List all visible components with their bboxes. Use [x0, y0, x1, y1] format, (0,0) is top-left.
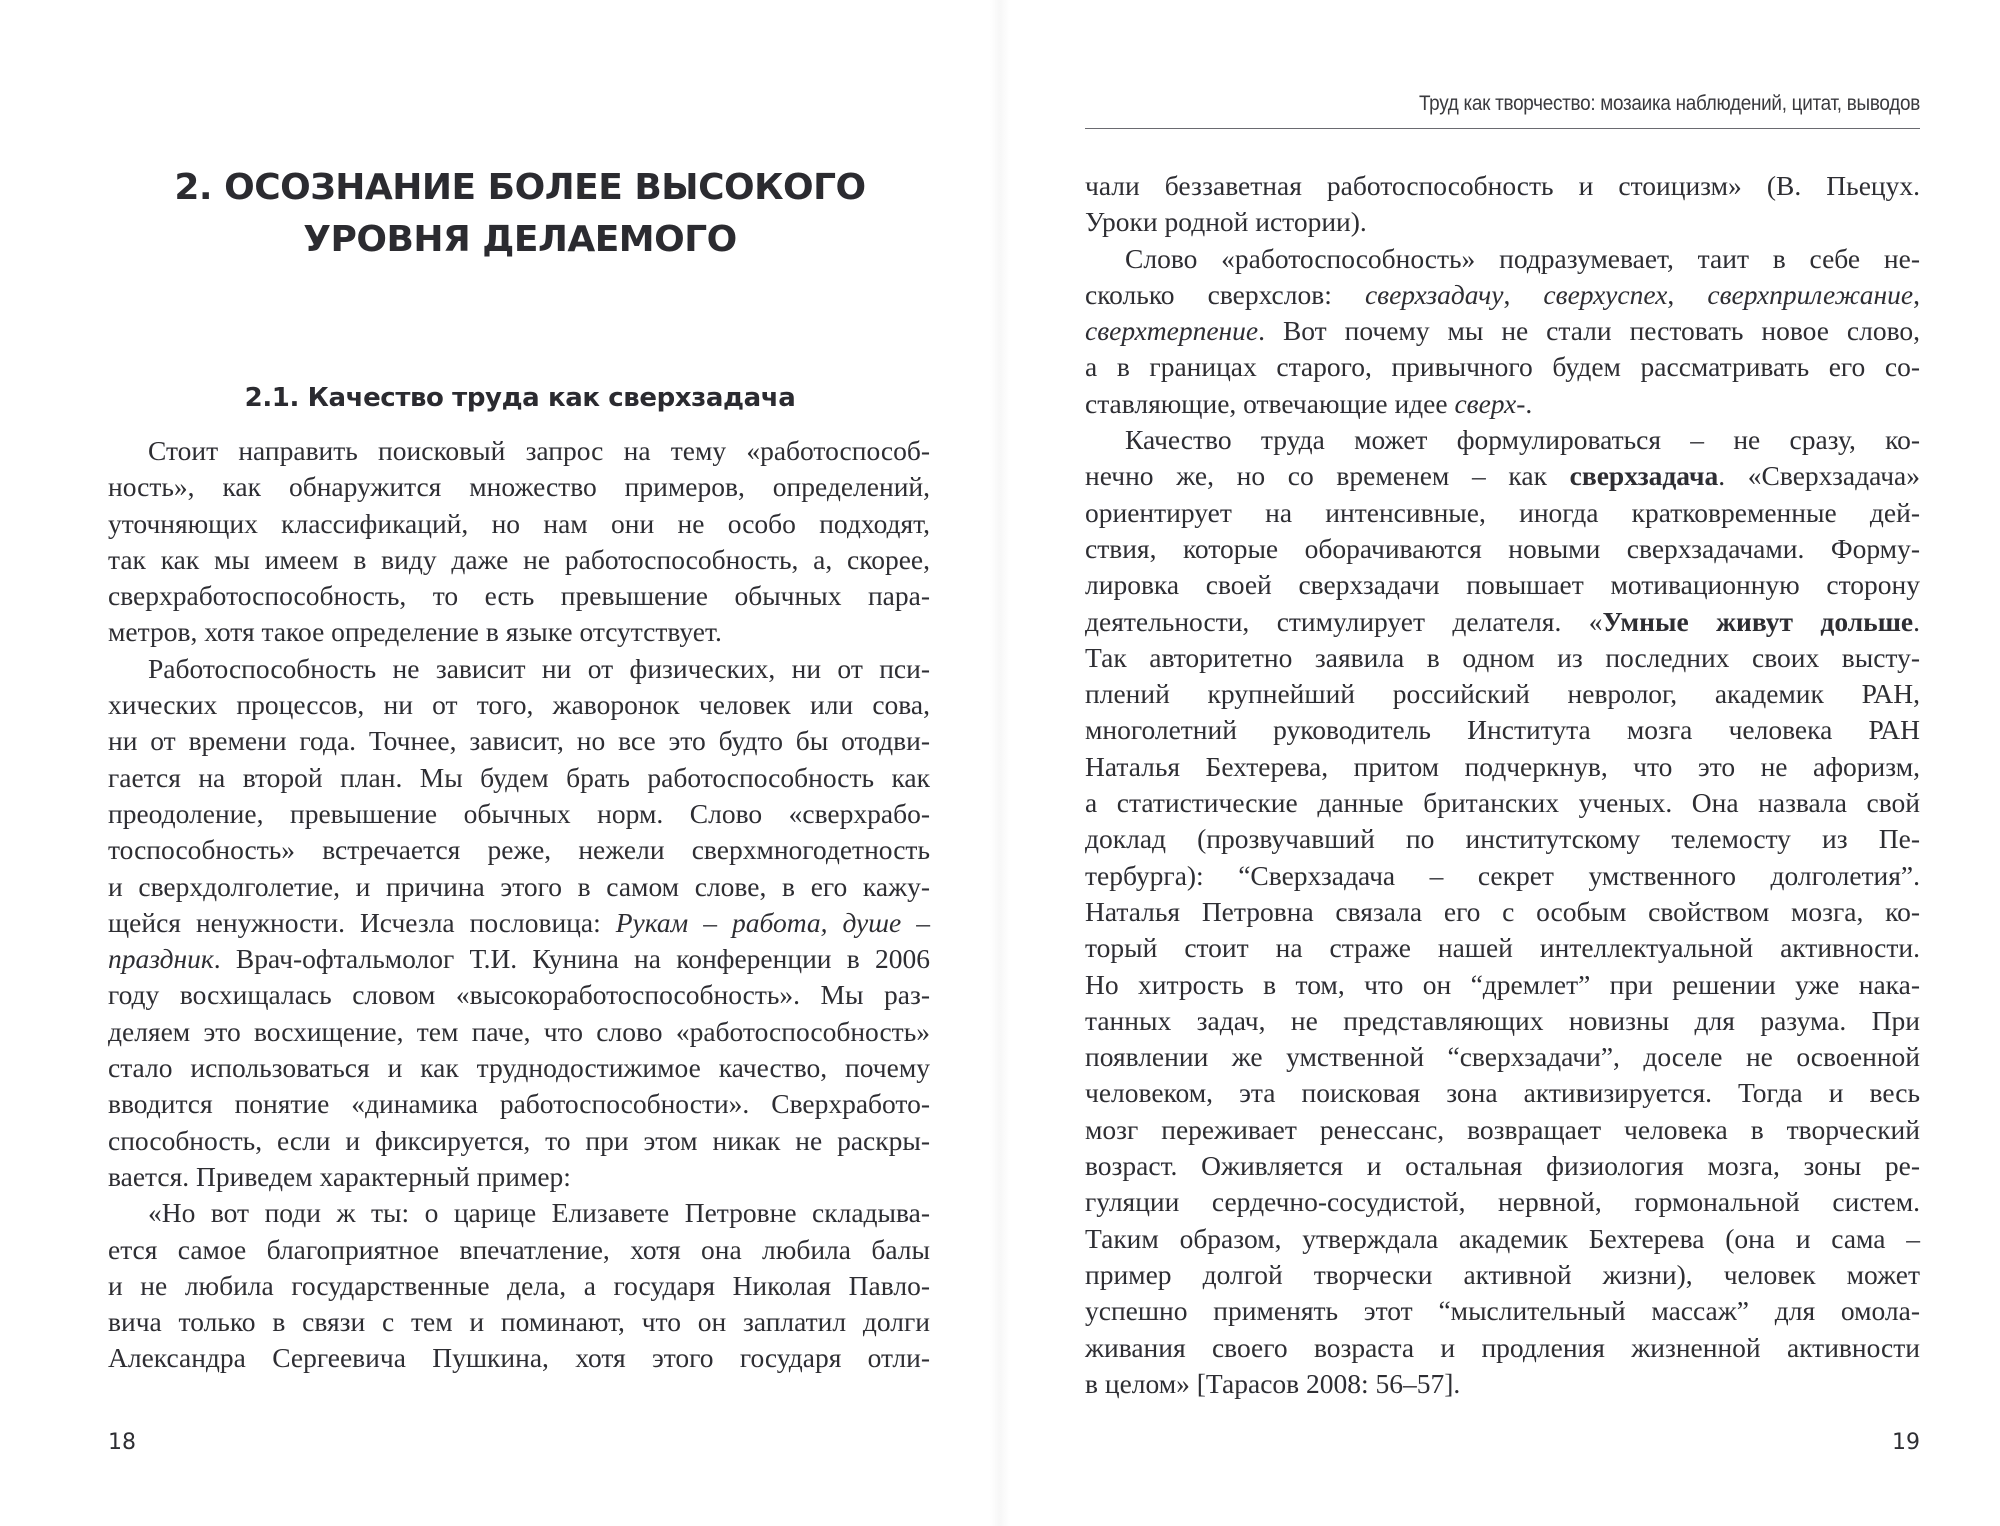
text-segment: , [1503, 278, 1544, 310]
text-segment: а статистические данные британских ученых. Она назвала свой [1085, 787, 1920, 819]
text-line [1085, 967, 1920, 1003]
text-segment: ориентирует на интенсивные, иногда кратковременные дей- [1085, 496, 1920, 528]
text-segment: Качество труда может формулироваться – не сразу, ко- [1125, 424, 1920, 456]
text-segment: в целом» [Тарасов 2008: 56–57]. [1085, 1367, 1461, 1399]
text-segment: сколько сверхслов: [1085, 278, 1365, 310]
text-segment: преодоление, превышение обычных норм. Слово «сверхрабо- [108, 797, 930, 829]
page-number: 19 [1892, 1430, 1920, 1455]
text-segment: тоспособность» встречается реже, нежели сверхмногодетность [108, 834, 930, 866]
text-segment: , [1913, 278, 1921, 310]
text-line [1085, 1330, 1920, 1366]
text-line [1085, 567, 1920, 603]
text-line [108, 614, 930, 650]
chapter-title-line: 2. ОСОЗНАНИЕ БОЛЕЕ ВЫСОКОГО [174, 167, 866, 208]
text-line [108, 542, 930, 578]
text-line [1085, 204, 1920, 240]
text-segment: Слово «работоспособность» подразумевает, таит в себе не- [1125, 242, 1920, 274]
text-line [1085, 640, 1920, 676]
text-segment: появлении же умственной “сверхзадачи”, доселе не освоенной [1085, 1041, 1920, 1073]
text-segment: Таким образом, утверждала академик Бехтерева (она и сама – [1085, 1222, 1920, 1254]
text-segment: щейся ненужности. Исчезла пословица: [108, 906, 616, 938]
text-segment: ется самое благоприятное впечатление, хотя она любила балы [108, 1233, 930, 1265]
text-segment: танных задач, не представляющих новизны для разума. При [1085, 1004, 1920, 1036]
text-segment: . [1913, 605, 1920, 637]
text-segment: Наталья Бехтерева, притом подчеркнув, что это не афоризм, [1085, 750, 1920, 782]
text-segment: Работоспособность не зависит ни от физических, ни от пси- [148, 652, 930, 684]
text-line [108, 1195, 930, 1231]
text-line [1085, 749, 1920, 785]
text-segment: стало использоваться и как труднодостижимое качество, почему [108, 1052, 930, 1084]
text-line [108, 1123, 930, 1159]
text-segment: метров, хотя такое определение в языке отсутствует. [108, 616, 722, 648]
text-line [1085, 531, 1920, 567]
text-line [108, 723, 930, 759]
text-line [108, 433, 930, 469]
text-line [1085, 458, 1920, 494]
text-segment: деляем это восхищение, тем паче, что слово «работоспособность» [108, 1015, 930, 1047]
text-line [1085, 1366, 1920, 1402]
italic-text: сверхуспех [1543, 278, 1668, 310]
text-line [1085, 1293, 1920, 1329]
text-line [1085, 422, 1920, 458]
text-segment: способность, если и фиксируется, то при этом никак не раскры- [108, 1124, 930, 1156]
text-segment: . Врач-офтальмолог Т.И. Кунина на конференции в 2006 [213, 943, 930, 975]
text-segment: . «Сверхзадача» [1718, 460, 1920, 492]
text-segment: успешно применять этот “мыслительный массаж” для омола- [1085, 1295, 1920, 1327]
text-segment: чали беззаветная работоспособность и стоицизм» (В. Пьецух. [1085, 170, 1920, 201]
text-line [108, 1050, 930, 1086]
text-segment: Но хитрость в том, что он “дремлет” при решении уже нака- [1085, 968, 1920, 1000]
text-line [108, 1232, 930, 1268]
text-line [108, 1268, 930, 1304]
section-title: 2.1. Качество труда как сверхзадача [244, 383, 796, 413]
text-segment: -. [1516, 387, 1533, 419]
text-segment: нечно же, но со временем – как [1085, 460, 1570, 492]
right-page [1000, 0, 2000, 1526]
text-segment: ни от времени года. Точнее, зависит, но все это будто бы отодви- [108, 725, 930, 757]
header-rule [1085, 128, 1920, 129]
text-segment: и не любила государственные дела, а государя Николая Павло- [108, 1269, 930, 1301]
text-line [108, 687, 930, 723]
text-segment: многолетний руководитель Института мозга человека РАН [1085, 714, 1920, 746]
text-line [108, 1159, 930, 1195]
text-line [1085, 858, 1920, 894]
text-segment: вводится понятие «динамика работоспособности». Сверхработо- [108, 1088, 930, 1120]
text-line [1085, 1112, 1920, 1148]
italic-text: праздник [108, 943, 214, 975]
text-segment: и сверхдолголетие, и причина этого в самом слове, в его кажу- [108, 870, 930, 902]
text-line [1085, 1184, 1920, 1220]
text-line [108, 1014, 930, 1050]
text-segment: хических процессов, ни от того, жаворонок человек или сова, [108, 689, 930, 721]
text-segment: так как мы имеем в виду даже не работоспособность, а, скорее, [108, 543, 930, 575]
text-line [108, 905, 930, 941]
text-segment: ставляющие, отвечающие идее [1085, 387, 1455, 419]
text-segment: возраст. Оживляется и остальная физиология мозга, зоны ре- [1085, 1150, 1920, 1182]
bold-text: сверхзадача [1569, 460, 1719, 492]
text-segment: гуляции сердечно-сосудистой, нервной, гормональной систем. [1085, 1186, 1920, 1218]
text-line [108, 796, 930, 832]
italic-text: сверх [1454, 387, 1517, 419]
text-segment: Так авторитетно заявила в одном из последних своих высту- [1085, 641, 1920, 673]
text-line [1085, 349, 1920, 385]
text-line [1085, 894, 1920, 930]
text-line [1085, 821, 1920, 857]
page-number: 18 [108, 1430, 136, 1455]
text-segment: вича только в связи с тем и поминают, что он заплатил долги [108, 1306, 930, 1338]
text-segment: Наталья Петровна связала его с особым свойством мозга, ко- [1085, 895, 1920, 927]
text-segment: . Вот почему мы не стали пестовать новое слово, [1258, 315, 1920, 347]
text-segment: «Но вот поди ж ты: о царице Елизавете Петровне складыва- [148, 1197, 930, 1229]
text-line [1085, 241, 1920, 277]
text-line [1085, 168, 1920, 204]
text-line [108, 869, 930, 905]
italic-text: сверхзадачу [1364, 278, 1504, 310]
text-segment: уточняющих классификаций, но нам они не особо подходят, [108, 507, 930, 539]
text-line [108, 469, 930, 505]
text-segment: деятельности, стимулирует делателя. « [1085, 605, 1603, 637]
italic-text: сверхтерпение [1085, 315, 1259, 347]
text-line [1085, 1221, 1920, 1257]
text-line [1085, 1257, 1920, 1293]
text-line [108, 1340, 930, 1376]
text-segment: гается на второй план. Мы будем брать работоспособность как [108, 761, 930, 793]
text-segment: ствия, которые оборачиваются новыми сверхзадачами. Форму- [1085, 532, 1920, 564]
text-segment: году восхищалась словом «высокоработоспособность». Мы раз- [108, 979, 930, 1011]
text-segment: мозг переживает ренессанс, возвращает человека в творческий [1085, 1113, 1920, 1145]
text-line [108, 941, 930, 977]
text-segment: , [1667, 278, 1708, 310]
text-line [1085, 930, 1920, 966]
chapter-title [110, 162, 930, 266]
text-line [1085, 676, 1920, 712]
text-segment: сверхработоспособность, то есть превышение обычных пара- [108, 580, 930, 612]
text-line [1085, 313, 1920, 349]
text-line [1085, 277, 1920, 313]
text-segment: человеком, эта поисковая зона активизируется. Тогда и весь [1085, 1077, 1920, 1109]
text-line [1085, 712, 1920, 748]
chapter-title-line: УРОВНЯ ДЕЛАЕМОГО [303, 219, 737, 260]
text-segment: доклад (прозвучавший по институтскому телемосту из Пе- [1085, 823, 1920, 855]
text-line [1085, 1148, 1920, 1184]
text-line [108, 1086, 930, 1122]
text-segment: Александра Сергеевича Пушкина, хотя этого государя отли- [108, 1342, 930, 1374]
text-line [1085, 495, 1920, 531]
text-line [108, 506, 930, 542]
text-line [108, 1304, 930, 1340]
text-segment: а в границах старого, привычного будем рассматривать его со- [1085, 351, 1920, 383]
italic-text: сверхприлежание [1707, 278, 1914, 310]
text-line [108, 977, 930, 1013]
text-line [108, 832, 930, 868]
text-segment: Стоит направить поисковый запрос на тему «работоспособ- [148, 435, 930, 466]
text-line [108, 578, 930, 614]
running-header: Труд как творчество: мозаика наблюдений, цитат, выводов [1418, 92, 1920, 115]
left-body-text [108, 433, 930, 1377]
text-segment: торый стоит на страже нашей интеллектуальной активности. [1085, 932, 1920, 964]
bold-text: Умные живут дольше [1602, 605, 1914, 637]
italic-text: Рукам – работа, душе – [615, 906, 930, 938]
text-segment: лировка своей сверхзадачи повышает мотивационную сторону [1085, 569, 1920, 601]
right-body-text [1085, 168, 1920, 1402]
text-line [1085, 604, 1920, 640]
text-line [1085, 386, 1920, 422]
text-line [1085, 1003, 1920, 1039]
text-segment: вается. Приведем характерный пример: [108, 1160, 571, 1192]
text-segment: ность», как обнаружится множество примеров, определений, [108, 471, 930, 503]
text-line [1085, 785, 1920, 821]
text-segment: плений крупнейший российский невролог, академик РАН, [1085, 678, 1920, 710]
text-segment: Уроки родной истории). [1085, 206, 1367, 238]
text-segment: пример долгой творчески активной жизни), человек может [1085, 1258, 1920, 1290]
text-line [108, 760, 930, 796]
text-line [1085, 1075, 1920, 1111]
text-line [1085, 1039, 1920, 1075]
text-segment: живания своего возраста и продления жизненной активности [1085, 1331, 1920, 1363]
text-segment: тербурга): “Сверхзадача – секрет умственного долголетия”. [1085, 859, 1920, 891]
text-line [108, 651, 930, 687]
